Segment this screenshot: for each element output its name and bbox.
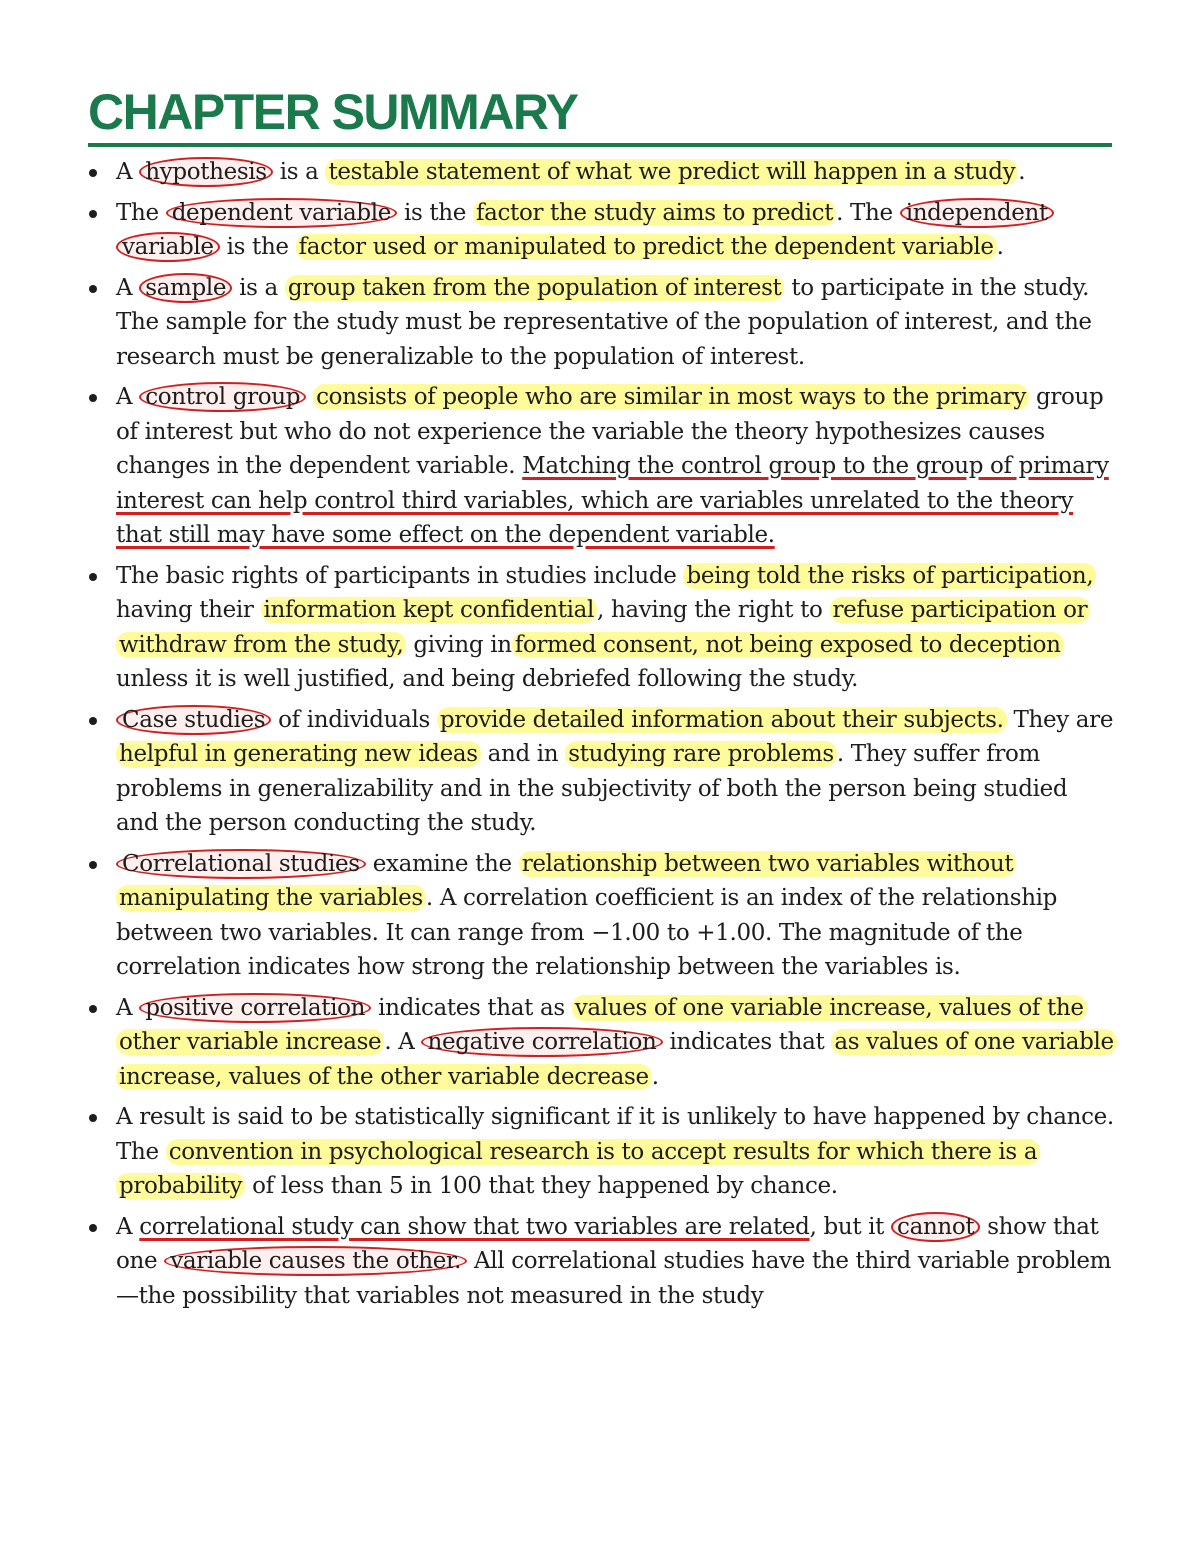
bullet-text: A (116, 1213, 140, 1240)
bullet-text: . The (836, 199, 900, 226)
heading-divider (88, 143, 1112, 147)
highlighted-phrase: convention in psychological research is to accept results for which there is a probability (116, 1139, 1040, 1200)
bullet-text: group of interest but who do not experience the variable the theory hypothesizes causes changes in the dependent variable. (116, 384, 1104, 479)
bullet-text: indicates that as (371, 994, 572, 1021)
highlighted-phrase: relationship between two variables without manipulating the variables (116, 851, 1016, 912)
circled-term: sample (139, 273, 232, 303)
highlighted-phrase: information kept confidential (261, 597, 598, 623)
circled-term: cannot (891, 1212, 980, 1242)
highlighted-phrase: testable statement of what we predict will happen in a study (325, 159, 1018, 185)
highlighted-phrase: factor used or manipulated to predict the dependent variable (296, 234, 997, 260)
highlighted-phrase: group taken from the population of interest (285, 275, 785, 301)
highlighted-phrase: consists of people who are similar in most ways to the primary (313, 384, 1029, 410)
highlighted-phrase: factor the study aims to predict (473, 200, 836, 226)
highlighted-phrase: being told the risks of participation, (683, 563, 1096, 589)
circled-term: Correlational studies (116, 849, 366, 879)
summary-bullet-8 (116, 991, 1116, 1095)
summary-bullet-5 (116, 559, 1116, 697)
bullet-text: The (116, 199, 166, 226)
bullet-text: show that one (116, 1213, 1099, 1274)
summary-bullet-4 (116, 380, 1116, 553)
summary-bullet-3 (116, 271, 1116, 375)
summary-bullet-1 (116, 155, 1116, 190)
bullet-text: , but it (809, 1213, 892, 1240)
bullet-text: The basic rights of participants in studies include (116, 562, 684, 589)
bullet-text: is the (397, 199, 473, 226)
circled-term: positive correlation (139, 993, 371, 1023)
highlighted-phrase: helpful in generating new ideas (116, 741, 481, 767)
bullet-text: . (996, 234, 1004, 260)
summary-bullet-6 (116, 703, 1116, 841)
bullet-text: . A correlation coefficient is an index of the relationship between two variables. It can range from −1.00 to +1.00. The magnitude of the correlation indicates how strong the relationship between the variables is. (116, 885, 1058, 980)
bullet-text: A (116, 274, 140, 301)
summary-bullet-9 (116, 1100, 1116, 1204)
bullet-text: unless it is well justified, and being debriefed following the study. (116, 666, 859, 692)
bullet-text: . A (384, 1029, 422, 1055)
bullet-text: A (116, 384, 140, 410)
circled-term: control group (139, 382, 306, 412)
bullet-text: is a (232, 274, 285, 301)
bullet-text: , having the right to (597, 597, 830, 623)
bullet-text: having their (116, 597, 261, 623)
highlighted-phrase: provide detailed information about their subjects. (437, 707, 1007, 733)
summary-bullet-10 (116, 1210, 1116, 1314)
circled-term: negative correlation (421, 1027, 662, 1057)
circled-term: variable causes the other. (164, 1246, 467, 1276)
highlighted-phrase: refuse participation or withdraw from the study, (116, 597, 1090, 658)
summary-bullet-2 (116, 196, 1116, 265)
bullet-text: is a (272, 159, 326, 185)
circled-term: independent variable (116, 198, 1054, 263)
underlined-phrase: Matching the control group to the group of primary interest can help control third variables, which are variables unrelated to the theory that still may have some effect on the dependent variable. (116, 453, 1109, 548)
bullet-text: . (1018, 159, 1026, 185)
bullet-text: is the (219, 234, 296, 260)
circled-term: hypothesis (139, 157, 273, 187)
bullet-text: examine the (365, 850, 519, 877)
circled-term: dependent variable (166, 198, 397, 228)
bullet-text: . They suffer from problems in generalizability and in the subjectivity of both the person being studied and the person conducting the study. (116, 741, 1068, 836)
summary-bullet-7 (116, 847, 1116, 985)
highlighted-phrase: studying rare problems (565, 741, 837, 767)
bullet-text: They are (1006, 706, 1114, 733)
chapter-summary-heading: CHAPTER SUMMARY (88, 84, 578, 140)
bullet-text: A result is said to be statistically significant if it is unlikely to have happened by chance. The (116, 1104, 1114, 1165)
bullet-text: A (116, 994, 140, 1021)
bullet-text: of less than 5 in 100 that they happened by chance. (245, 1173, 838, 1199)
bullet-text: giving in (406, 631, 512, 658)
summary-bullet-list (116, 155, 1116, 1319)
bullet-text: A (116, 159, 140, 185)
highlighted-phrase: formed consent, not being exposed to deception (512, 632, 1064, 658)
bullet-text: indicates that (662, 1029, 832, 1055)
underlined-phrase: correlational study can show that two variables are related (139, 1213, 810, 1240)
highlighted-phrase: values of one variable increase, values of the other variable increase (116, 995, 1087, 1056)
bullet-text: All correlational studies have the third variable problem—the possibility that variables not measured in the study (116, 1248, 1112, 1309)
bullet-text: to participate in the study. The sample for the study must be representative of the population of interest, and the research must be generalizable to the population of interest. (116, 274, 1092, 370)
bullet-text: of individuals (271, 706, 437, 733)
highlighted-phrase: as values of one variable increase, values of the other variable decrease (116, 1029, 1117, 1090)
circled-term: Case studies (116, 705, 271, 735)
bullet-text: . (651, 1063, 659, 1090)
bullet-text: and in (480, 741, 566, 767)
